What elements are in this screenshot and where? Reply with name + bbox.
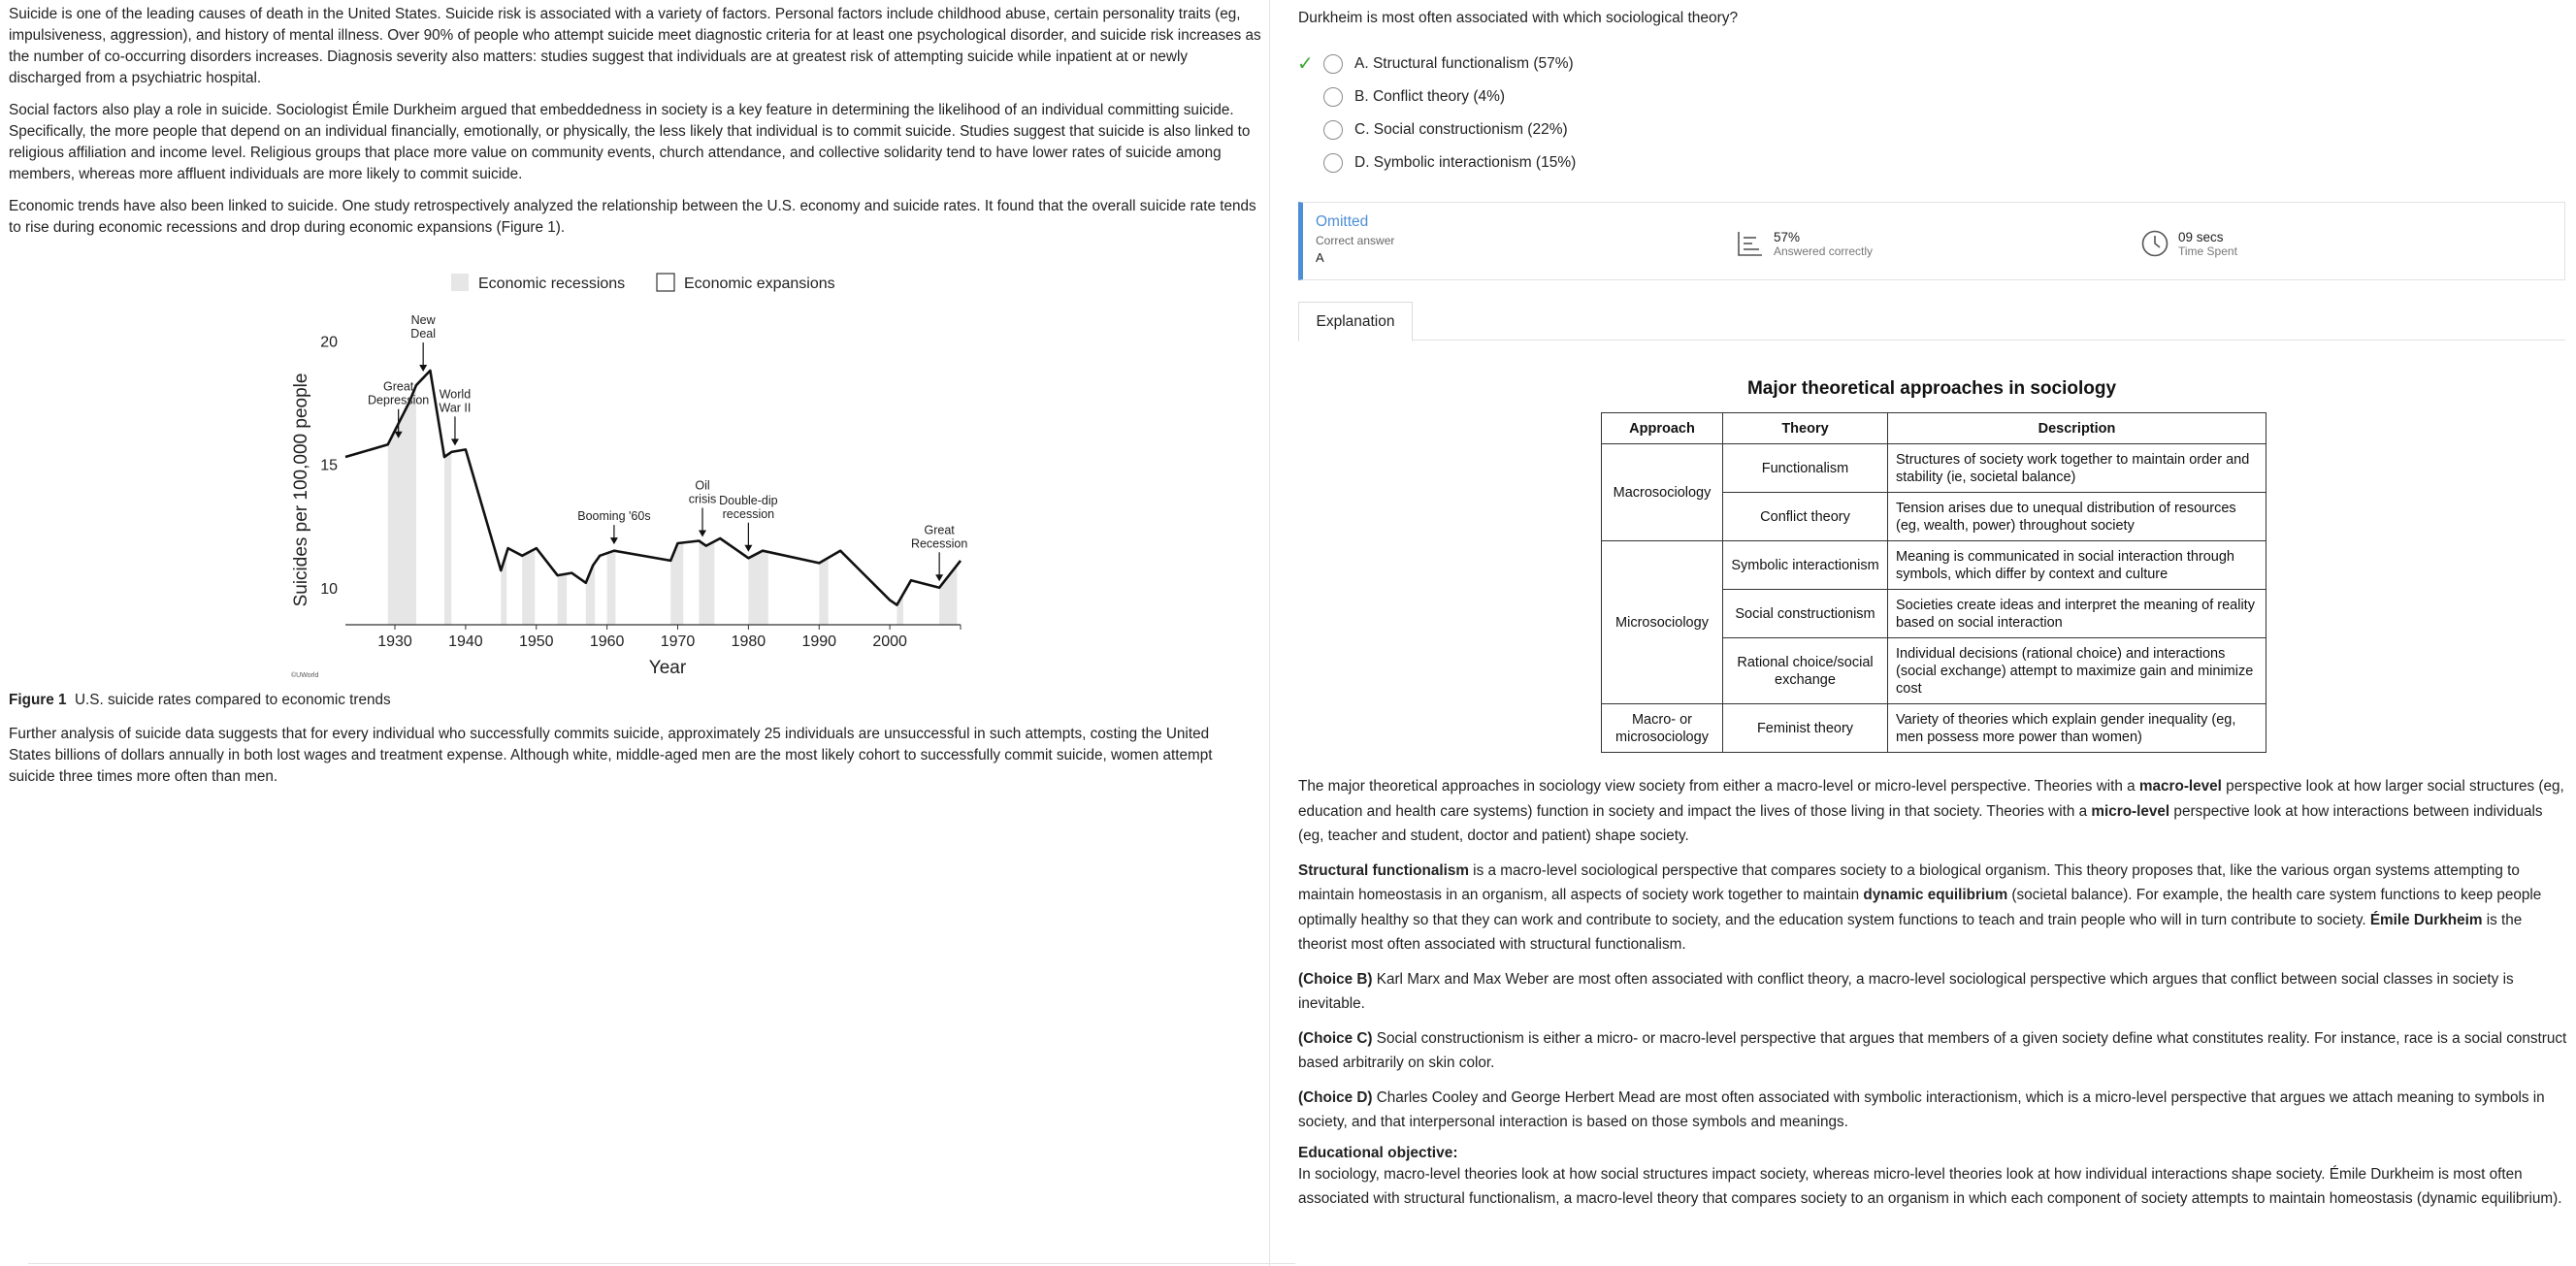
- legend-label-recessions: Economic recessions: [478, 276, 626, 292]
- description-cell: Societies create ideas and interpret the meaning of reality based on social interaction: [1888, 590, 2266, 638]
- description-cell: Tension arises due to unequal distribution of resources (eg, wealth, power) throughout society: [1888, 493, 2266, 541]
- bar-chart-icon: [1735, 228, 1766, 259]
- annotation-label: Deal: [410, 327, 437, 341]
- series-line-suicide-rate: [345, 371, 961, 605]
- header-approach: Approach: [1602, 413, 1723, 444]
- header-description: Description: [1888, 413, 2266, 444]
- annotation-label: Depression: [368, 393, 430, 407]
- percent-correct-stat: [1735, 228, 1873, 259]
- correct-answer-value: A: [1316, 250, 1324, 265]
- educational-objective: In sociology, macro-level theories look at how social structures impact society, whereas micro-level theories look at how individual interactions shape society. Émile Durkheim is most often associated with structural functionalism, a macro-level theory that compares society to an organism in which each component of society attempts to maintain homeostasis (dynamic equilibrium).: [1298, 1165, 2562, 1207]
- annotation-label: Great: [383, 379, 414, 394]
- annotation-arrowhead: [699, 531, 706, 537]
- choice-label: A. Structural functionalism (57%): [1354, 55, 1574, 72]
- recession-band: [819, 558, 828, 625]
- annotation-label: Booming '60s: [577, 509, 651, 524]
- table-title: Major theoretical approaches in sociology: [1746, 378, 2117, 399]
- passage-paragraph: Further analysis of suicide data suggests that for every individual who successfully commits suicide, approximately 25 individuals are unsuccessful in such attempts, costing the United States billions of dollars annually in both lost wages and treatment expense. Although white, middle-aged men are the most likely cohort to successfully commit suicide, women attempt suicide three times more often than men.: [9, 726, 1213, 785]
- figure-label: Figure 1: [9, 692, 67, 708]
- recession-band: [558, 574, 568, 626]
- annotation-label: Recession: [910, 536, 968, 551]
- annotation-label: recession: [722, 506, 775, 521]
- check-icon: ✓: [1297, 53, 1314, 75]
- recession-band: [607, 551, 616, 625]
- theory-cell: Symbolic interactionism: [1723, 541, 1888, 590]
- tab-explanation[interactable]: Explanation: [1298, 302, 1413, 341]
- figure-1: [0, 264, 1269, 705]
- annotation-label: War II: [439, 401, 472, 415]
- tab-bar: [1298, 302, 2565, 341]
- radio-button[interactable]: [1323, 87, 1343, 107]
- theory-table: [1601, 412, 2266, 753]
- recession-band: [939, 566, 957, 626]
- x-axis-label: Year: [648, 658, 687, 678]
- annotation-label: crisis: [688, 492, 717, 506]
- description-cell: Structures of society work together to maintain order and stability (ie, societal balance): [1888, 444, 2266, 493]
- passage-paragraph: Economic trends have also been linked to suicide. One study retrospectively analyzed the relationship between the U.S. economy and suicide rates. It found that the overall suicide rate tends to rise during economic recessions and drop during economic expansions (Figure 1).: [9, 198, 1256, 236]
- legend-swatch-expansions: [657, 274, 674, 291]
- explanation-paragraph: The major theoretical approaches in sociology view society from either a macro-level or micro-level perspective. Theories with a macro-level perspective look at how larger social structures (eg, education and health care systems) function in society and impact the lives of those living in that society. Theories with a micro-level perspective look at how interactions between individuals (eg, teacher and student, doctor and patient) shape society.: [1298, 778, 2564, 844]
- choice-b-explanation: (Choice B) Karl Marx and Max Weber are most often associated with conflict theory, a macro-level sociological perspective which argues that conflict between social classes in society is inevitable.: [1298, 970, 2514, 1012]
- recession-band: [444, 452, 451, 625]
- percent-value: 57%: [1774, 229, 1801, 244]
- time-value: 09 secs: [2178, 229, 2224, 244]
- choice-c[interactable]: [1298, 114, 2576, 146]
- explanation-body: [1298, 774, 2571, 1212]
- approach-cell: Microsociology: [1602, 541, 1723, 704]
- x-tick-label: 1940: [448, 633, 483, 650]
- header-theory: Theory: [1723, 413, 1888, 444]
- annotation-arrowhead: [451, 438, 459, 445]
- radio-button[interactable]: [1323, 54, 1343, 74]
- y-axis-label: Suicides per 100,000 people: [291, 373, 311, 607]
- recession-band: [748, 551, 767, 625]
- time-spent-stat: [2139, 228, 2237, 259]
- radio-button[interactable]: [1323, 153, 1343, 173]
- annotation-arrowhead: [610, 537, 618, 544]
- explanation-paragraph: Structural functionalism is a macro-level sociological perspective that compares society to a biological organism. This theory proposes that, like the various organ systems attempting to maintain homeostasis in an organism, all aspects of society work together to maintain dynamic equilibrium (societal balance). For example, the health care system functions to keep people optimally healthy so that they can work and contribute to society, and the education system functions to teach and train people who will in turn contribute to society. Émile Durkheim is the theorist most often associated with structural functionalism.: [1298, 861, 2542, 953]
- annotation-label: Great: [924, 523, 955, 537]
- description-cell: Individual decisions (rational choice) and interactions (social exchange) attempt to maximize gain and minimize cost: [1888, 638, 2266, 704]
- educational-objective-heading: Educational objective:: [1298, 1144, 1458, 1161]
- table-row: [1602, 444, 2266, 493]
- annotation-arrowhead: [744, 545, 752, 552]
- recession-band: [522, 549, 535, 625]
- annotation-label: Oil: [695, 478, 710, 493]
- recession-band: [699, 541, 714, 626]
- legend-label-expansions: Economic expansions: [684, 276, 835, 292]
- choice-d[interactable]: [1298, 146, 2576, 179]
- table-row: [1602, 704, 2266, 753]
- correct-answer-label: Correct answer: [1316, 234, 1395, 247]
- clock-icon: [2139, 228, 2170, 259]
- description-cell: Variety of theories which explain gender inequality (eg, men possess more power than women): [1888, 704, 2266, 753]
- passage: [9, 4, 1261, 239]
- answer-status: [1316, 213, 1394, 265]
- theory-cell: Functionalism: [1723, 444, 1888, 493]
- annotation-arrowhead: [935, 574, 943, 581]
- legend-swatch-recessions: [451, 274, 469, 291]
- annotation-label: Double-dip: [719, 493, 778, 507]
- passage-paragraph: Social factors also play a role in suicide. Sociologist Émile Durkheim argued that embeddedness in society is a key feature in determining the likelihood of an individual committing suicide. Specifically, the more people that depend on an individual financially, emotionally, or physically, the less likely that individual is to commit suicide. Studies suggest that suicide is also linked to religious affiliation and income level. Religious groups that place more value on community events, church attendance, and collective solidarity tend to have lower rates of suicide among members, whereas more affluent individuals are more likely to commit suicide.: [9, 102, 1251, 182]
- passage-continued: [9, 724, 1241, 788]
- y-tick-label: 15: [320, 457, 338, 474]
- theory-cell: Conflict theory: [1723, 493, 1888, 541]
- approach-cell: Macro- or microsociology: [1602, 704, 1723, 753]
- choice-b[interactable]: [1298, 81, 2576, 114]
- choice-label: C. Social constructionism (22%): [1354, 121, 1568, 138]
- time-label: Time Spent: [2178, 243, 2237, 258]
- bottom-divider: [28, 1263, 1295, 1264]
- question-pane: [1270, 0, 2576, 1266]
- choice-label: B. Conflict theory (4%): [1354, 88, 1506, 105]
- table-header-row: [1602, 413, 2266, 444]
- x-tick-label: 1930: [377, 633, 412, 650]
- x-tick-label: 1960: [589, 633, 625, 650]
- percent-label: Answered correctly: [1774, 243, 1874, 258]
- x-tick-label: 1950: [518, 633, 554, 650]
- recession-band: [388, 385, 416, 625]
- status-text: Omitted: [1316, 213, 1369, 230]
- choice-d-explanation: (Choice D) Charles Cooley and George Herbert Mead are most often associated with symbolic interactionism, which is a micro-level perspective that argues we attach meaning to symbols in society, and that interpersonal interaction is based on those symbols and meanings.: [1298, 1088, 2545, 1130]
- x-tick-label: 1990: [801, 633, 837, 650]
- answer-choices: [1298, 48, 2576, 179]
- figure-caption-text: U.S. suicide rates compared to economic trends: [75, 692, 391, 708]
- choice-a[interactable]: [1298, 48, 2576, 81]
- y-tick-label: 20: [320, 334, 338, 351]
- result-stats-bar: [1298, 202, 2565, 280]
- description-cell: Meaning is communicated in social interaction through symbols, which differ by context and culture: [1888, 541, 2266, 590]
- annotation-label: New: [410, 313, 436, 328]
- x-tick-label: 2000: [872, 633, 907, 650]
- y-tick-label: 10: [320, 580, 338, 598]
- figure-caption: [9, 692, 391, 709]
- theory-cell: Feminist theory: [1723, 704, 1888, 753]
- table-row: [1602, 541, 2266, 590]
- annotation-label: World: [439, 387, 472, 402]
- passage-paragraph: Suicide is one of the leading causes of death in the United States. Suicide risk is associated with a variety of factors. Personal factors include childhood abuse, certain personality traits (eg, impulsiveness, aggression), and history of mental illness. Over 90% of people who attempt suicide meet diagnostic criteria for at least one psychological disorder, and suicide risk increases as the number of co-occurring disorders increases. Diagnosis severity also matters: studies suggest that individuals are at greatest risk of attempting suicide while inpatient at or newly discharged from a psychiatric hospital.: [9, 6, 1261, 86]
- x-tick-label: 1970: [660, 633, 696, 650]
- radio-button[interactable]: [1323, 120, 1343, 140]
- theory-cell: Social constructionism: [1723, 590, 1888, 638]
- approach-cell: Macrosociology: [1602, 444, 1723, 541]
- suicide-rate-chart: [0, 264, 1269, 705]
- choice-c-explanation: (Choice C) Social constructionism is either a micro- or macro-level perspective that argues that members of a given society define what constitutes reality. For instance, race is a social construct based arbitrarily on skin color.: [1298, 1029, 2567, 1071]
- question-stem: Durkheim is most often associated with which sociological theory?: [1298, 10, 1739, 26]
- x-tick-label: 1980: [731, 633, 766, 650]
- choice-label: D. Symbolic interactionism (15%): [1354, 154, 1577, 171]
- copyright-text: ©UWorld: [291, 672, 319, 679]
- theory-cell: Rational choice/social exchange: [1723, 638, 1888, 704]
- annotation-arrowhead: [419, 365, 427, 372]
